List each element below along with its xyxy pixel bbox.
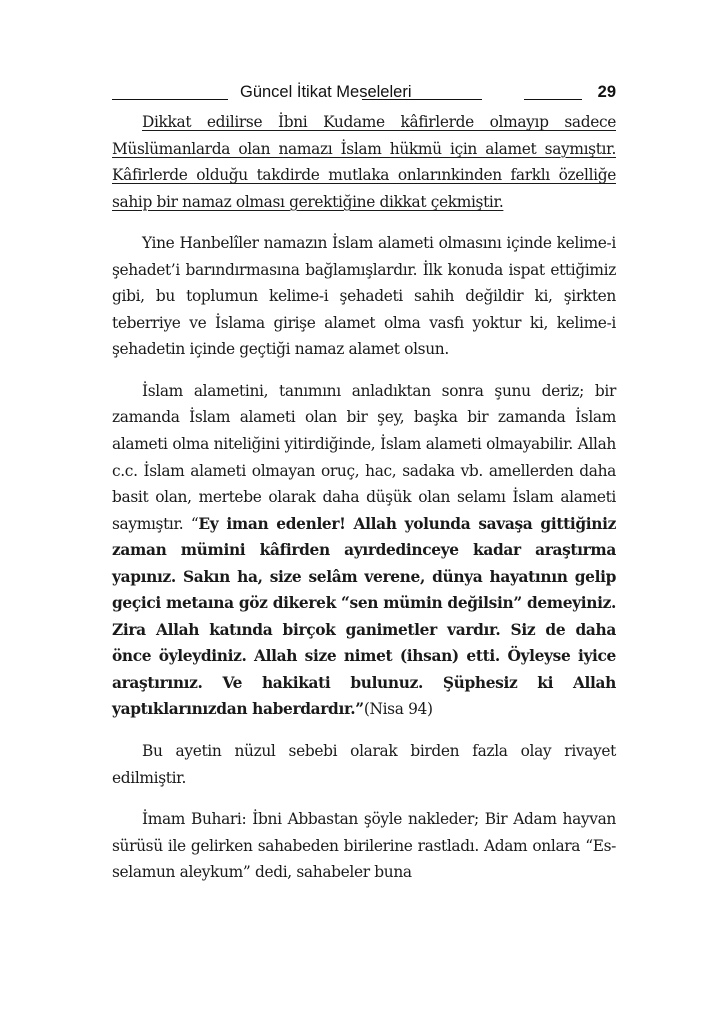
paragraph-5: İmam Buhari: İbni Abbastan şöyle nakleder; Bir Adam hayvan sürüsü ile gelirken sahabeden birilerine rastladı. Adam onlara “Es-selamun aleykum” dedi, sahabeler buna [112, 810, 616, 882]
paragraph-3-intro: İslam alametini, tanımını anladıktan sonra şunu deriz; bir zamanda İslam alameti olan bir şey, başka bir zamanda İslam alameti olma niteliğini yitirdiğinde, İslam alameti olmayabilir. Allah c.c. İslam alameti olmayan oruç, hac, sadaka vb. amellerden daha basit olan, mertebe olarak daha düşük olan selamı İslam alameti saymıştır. “ [112, 381, 616, 533]
header-rule [112, 99, 228, 100]
body-text [112, 109, 616, 901]
header-rule [524, 99, 582, 100]
running-header [112, 82, 616, 106]
page-number: 29 [597, 83, 616, 101]
quran-verse: Ey iman edenler! Allah yolunda savaşa gittiğiniz zaman mümini kâfirden ayırdedinceye kadar araştırma yapınız. Sakın ha, size selâm verene, dünya hayatının gelip geçici metaına göz dikerek “sen mümin değilsin” demeyiniz. Zira Allah katında birçok ganimetler vardır. Siz de daha önce öyleydiniz. Allah size nimet (ihsan) etti. Öyleyse iyice araştırınız. Ve hakikati bulunuz. Şüphesiz ki Allah yaptıklarınızdan haberdardır.” [112, 514, 616, 719]
paragraph-2: Yine Hanbelîler namazın İslam alameti olmasını içinde kelime-i şehadet’i barındırmasına bağlamışlardır. İlk konuda ispat ettiğimiz gibi, bu toplumun kelime-i şehadeti sahih değildir ki, şirkten teberriye ve İslama girişe alamet olma vasfı yoktur ki, kelime-i şehadetin içinde geçtiği namaz alamet olsun. [112, 234, 616, 359]
paragraph-4: Bu ayetin nüzul sebebi olarak birden fazla olay rivayet edilmiştir. [112, 742, 616, 787]
paragraph-3 [112, 378, 616, 723]
verse-reference: (Nisa 94) [363, 700, 433, 719]
paragraph-1: Dikkat edilirse İbni Kudame kâfirlerde olmayıp sadece Müslümanlarda olan namazı İslam hükmü için alamet saymıştır. Kâfirlerde olduğu takdirde mutlaka onlarınkinden farklı özelliğe sahip bir namaz olması gerektiğine dikkat çekmiştir. [112, 113, 616, 211]
header-title: Güncel İtikat Meseleleri [240, 83, 412, 101]
